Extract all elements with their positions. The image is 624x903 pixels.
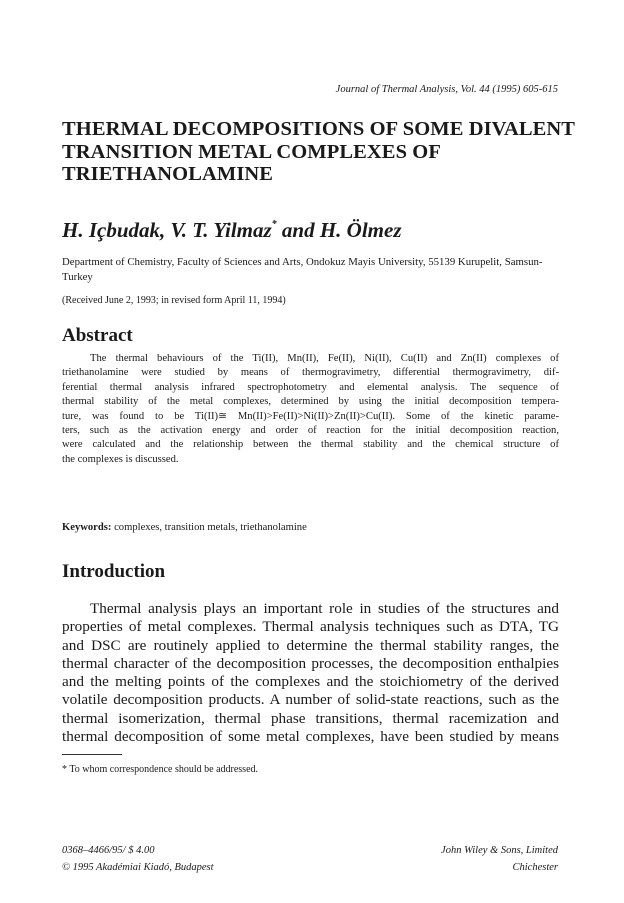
title-line: TRIETHANOLAMINE (62, 163, 274, 185)
title-line: TRANSITION METAL COMPLEXES OF (62, 140, 441, 163)
abstract-line: ters, such as the activation energy and order of reaction for the initial decomposition reaction, (62, 425, 559, 437)
authors-part-2: and H. Ölmez (276, 218, 402, 242)
publisher-city: Chichester (512, 862, 558, 873)
abstract-line: were calculated and the relationship between the thermal stability and the chemical structure of (62, 439, 559, 451)
keywords-label: Keywords: (62, 522, 112, 533)
abstract-line: The thermal behaviours of the Ti(II), Mn(II), Fe(II), Ni(II), Cu(II) and Zn(II) complexes of (90, 353, 559, 364)
abstract-heading: Abstract (62, 325, 133, 346)
keywords (62, 522, 307, 533)
issn-price: 0368–4466/95/ $ 4.00 (62, 845, 155, 856)
intro-line: volatile decomposition products. A number of solid-state reactions, such as the (62, 691, 559, 709)
keywords-text: complexes, transition metals, triethanolamine (111, 522, 307, 533)
received-dates: (Received June 2, 1993; in revised form April 11, 1994) (62, 295, 286, 306)
abstract-body (62, 352, 559, 467)
abstract-line: ferential thermal analysis infrared spectrophotometry and elemental analysis. The sequence of (62, 381, 559, 393)
copyright: © 1995 Akadémiai Kiadó, Budapest (62, 862, 214, 873)
footer-left (62, 842, 214, 876)
paper-title (62, 118, 576, 186)
author-list (62, 218, 402, 243)
intro-line: Thermal analysis plays an important role in studies of the structures and (90, 600, 559, 617)
abstract-line: triethanolamine were studied by means of thermogravimetry, differential thermogravimetry, dif- (62, 367, 559, 379)
introduction-body (62, 600, 559, 746)
title-line: THERMAL DECOMPOSITIONS OF SOME DIVALENT (62, 118, 576, 140)
intro-line: thermal character of the decomposition processes, the decomposition enthalpies (62, 654, 559, 672)
intro-line: thermal isomerization, thermal phase transitions, thermal racemization and (62, 709, 559, 727)
footer-right (380, 842, 558, 876)
abstract-line: thermal stability of the metal complexes, determined by using the initial decomposition tempera- (62, 396, 559, 408)
journal-citation: Journal of Thermal Analysis, Vol. 44 (1995) 605-615 (335, 84, 558, 95)
intro-line: thermal decomposition of some metal complexes, have been studied by means (62, 728, 559, 746)
intro-line: and DSC are routinely applied to determine the thermal stability ranges, the (62, 636, 559, 654)
publisher: John Wiley & Sons, Limited (441, 845, 558, 856)
footnote: * To whom correspondence should be addressed. (62, 764, 259, 775)
footnote-divider (62, 754, 122, 755)
affiliation: Department of Chemistry, Faculty of Sciences and Arts, Ondokuz Mayis University, 55139 Kurupelit, Samsun-Turkey (62, 256, 543, 283)
authors-part-1: H. Içbudak, V. T. Yilmaz (62, 218, 272, 242)
intro-line: properties of metal complexes. Thermal analysis techniques such as DTA, TG (62, 618, 559, 636)
intro-line: and the melting points of the complexes and the stoichiometry of the derived (62, 673, 559, 691)
corresponding-mark: * (271, 219, 277, 230)
abstract-line: ture, was found to be Ti(II)≅ Mn(II)>Fe(II)>Ni(II)>Zn(II)>Cu(II). Some of the kinetic parame- (62, 410, 559, 422)
abstract-line: the complexes is discussed. (62, 453, 179, 465)
introduction-heading: Introduction (62, 561, 166, 582)
